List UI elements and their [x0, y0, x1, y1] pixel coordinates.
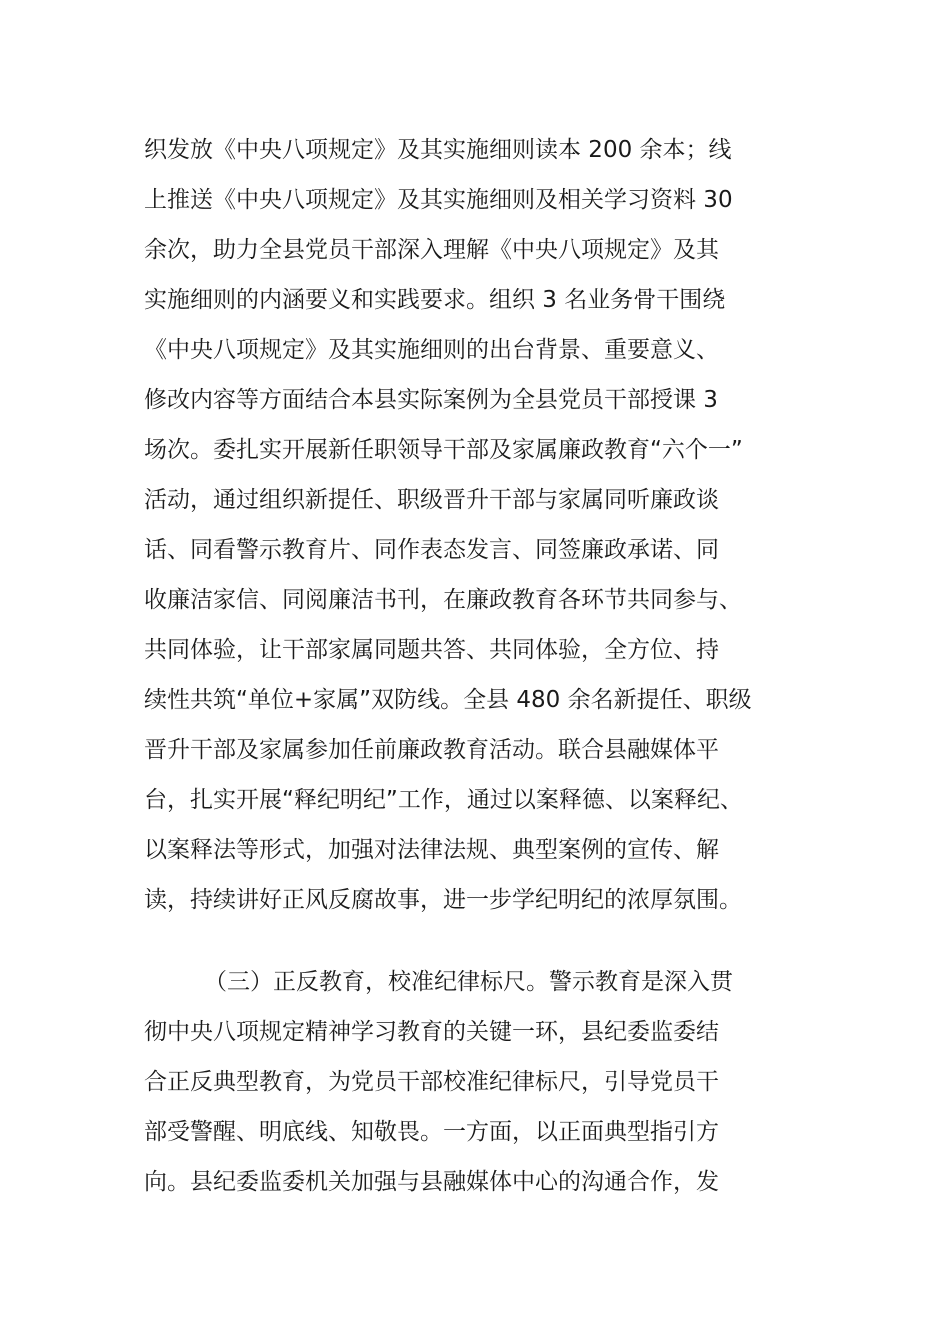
text-line: 《中央八项规定》及其实施细则的出台背景、重要意义、	[144, 337, 719, 363]
text-line: 彻中央八项规定精神学习教育的关键一环，县纪委监委结	[144, 1019, 719, 1045]
text-line: 读，持续讲好正风反腐故事，进一步学纪明纪的浓厚氛围。	[144, 887, 742, 913]
text-line: 以案释法等形式，加强对法律法规、典型案例的宣传、解	[144, 837, 719, 863]
text-line: 向。县纪委监委机关加强与县融媒体中心的沟通合作，发	[144, 1169, 719, 1195]
text-line: 织发放《中央八项规定》及其实施细则读本 200 余本；线	[144, 137, 732, 163]
body-paragraph-2	[144, 957, 824, 1207]
text-line: 上推送《中央八项规定》及其实施细则及相关学习资料 30	[144, 187, 733, 213]
text-line: 活动，通过组织新提任、职级晋升干部与家属同听廉政谈	[144, 487, 719, 513]
text-line: 实施细则的内涵要义和实践要求。组织 3 名业务骨干围绕	[144, 287, 726, 313]
text-line: 晋升干部及家属参加任前廉政教育活动。联合县融媒体平	[144, 737, 719, 763]
body-paragraph-1	[144, 125, 824, 925]
text-line: 收廉洁家信、同阅廉洁书刊，在廉政教育各环节共同参与、	[144, 587, 742, 613]
section-heading-line: （三）正反教育，校准纪律标尺。警示教育是深入贯	[204, 969, 733, 995]
text-line: 共同体验，让干部家属同题共答、共同体验，全方位、持	[144, 637, 719, 663]
text-line: 场次。委扎实开展新任职领导干部及家属廉政教育“六个一”	[144, 437, 743, 463]
text-line: 余次，助力全县党员干部深入理解《中央八项规定》及其	[144, 237, 719, 263]
text-line: 合正反典型教育，为党员干部校准纪律标尺，引导党员干	[144, 1069, 719, 1095]
text-line: 修改内容等方面结合本县实际案例为全县党员干部授课 3	[144, 387, 718, 413]
text-line: 续性共筑“单位+家属”双防线。全县 480 余名新提任、职级	[144, 687, 752, 713]
text-line: 话、同看警示教育片、同作表态发言、同签廉政承诺、同	[144, 537, 719, 563]
text-line: 台，扎实开展“释纪明纪”工作，通过以案释德、以案释纪、	[144, 787, 743, 813]
text-line: 部受警醒、明底线、知敬畏。一方面，以正面典型指引方	[144, 1119, 719, 1145]
